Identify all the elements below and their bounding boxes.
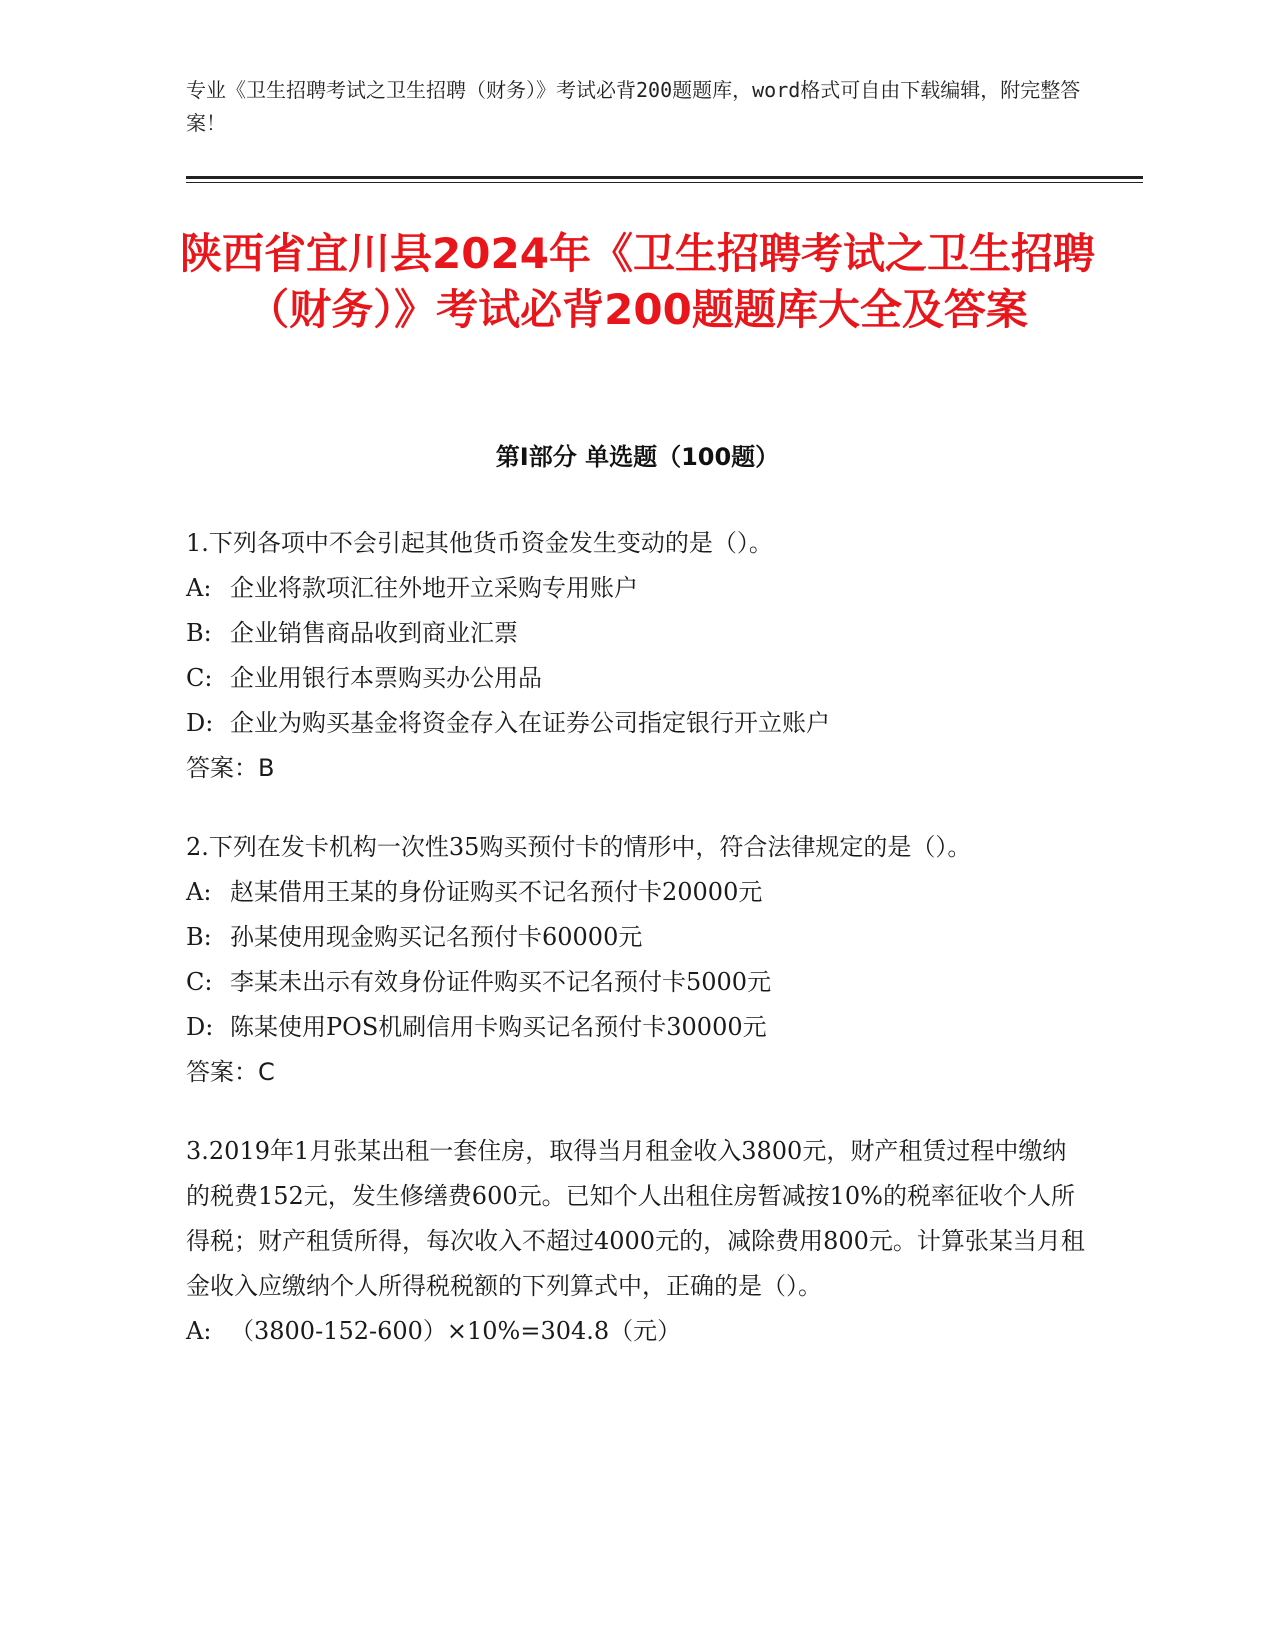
question-list — [186, 521, 1086, 1354]
option-a: A: （3800-152-600）×10%=304.8（元） — [186, 1317, 682, 1345]
header-divider — [186, 176, 1143, 179]
option-b: B: 孙某使用现金购买记名预付卡60000元 — [186, 923, 643, 951]
option-c: C: 企业用银行本票购买办公用品 — [186, 664, 542, 692]
option-a: A: 赵某借用王某的身份证购买不记名预付卡20000元 — [186, 878, 763, 906]
header-note: 专业《卫生招聘考试之卫生招聘（财务）》考试必背200题题库，word格式可自由下载编辑，附完整答案！ — [186, 78, 1081, 135]
question-stem: 1.下列各项中不会引起其他货币资金发生变动的是（）。 — [186, 529, 773, 557]
answer-label: 答案：C — [186, 1058, 275, 1086]
answer-label: 答案：B — [186, 754, 275, 782]
header-divider-thin — [186, 182, 1143, 183]
section-heading: 第Ⅰ部分 单选题（100题） — [495, 443, 780, 471]
question-stem: 3.2019年1月张某出租一套住房，取得当月租金收入3800元，财产租赁过程中缴纳的税费152元，发生修缮费600元。已知个人出租住房暂减按10%的税率征收个人所得税；财产租赁所得，每次收入不超过4000元的，减除费用800元。计算张某当月租金收入应缴纳个人所得税税额的下列算式中，正确的是（）。 — [186, 1137, 1085, 1300]
question-2 — [186, 825, 1086, 1095]
option-a: A: 企业将款项汇往外地开立采购专用账户 — [186, 574, 638, 602]
question-stem: 2.下列在发卡机构一次性35购买预付卡的情形中，符合法律规定的是（）。 — [186, 833, 972, 861]
question-3 — [186, 1129, 1086, 1354]
option-c: C: 李某未出示有效身份证件购买不记名预付卡5000元 — [186, 968, 772, 996]
option-b: B: 企业销售商品收到商业汇票 — [186, 619, 518, 647]
question-1 — [186, 521, 1086, 791]
option-d: D: 企业为购买基金将资金存入在证券公司指定银行开立账户 — [186, 709, 830, 737]
document-title: 陕西省宜川县2024年《卫生招聘考试之卫生招聘（财务）》考试必背200题题库大全及答案 — [180, 229, 1095, 334]
option-d: D: 陈某使用POS机刷信用卡购买记名预付卡30000元 — [186, 1013, 767, 1041]
